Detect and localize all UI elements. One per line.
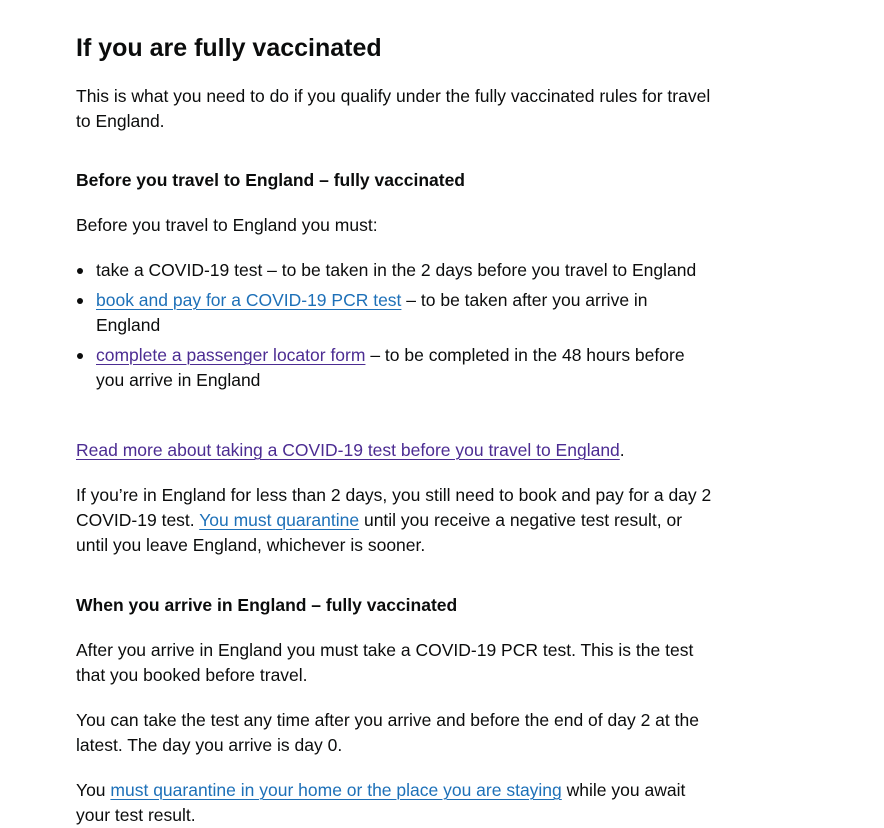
intro-paragraph: This is what you need to do if you qualify under the fully vaccinated rules for travel to England. <box>76 86 711 131</box>
short-stay-paragraph <box>76 483 716 558</box>
passenger-locator-form-link[interactable]: complete a passenger locator form <box>96 345 366 365</box>
must-quarantine-link[interactable]: You must quarantine <box>199 510 360 530</box>
read-more-suffix: . <box>619 440 625 460</box>
arrive-paragraph-1: After you arrive in England you must take a COVID-19 PCR test. This is the test that you booked before travel. <box>76 640 694 685</box>
arrive-p3-post: while you await your test result. <box>76 780 686 825</box>
list-item <box>76 288 716 338</box>
arrive-p3-pre: You <box>76 780 111 800</box>
before-travel-list <box>76 258 716 393</box>
list-item-text: take a COVID-19 test – to be taken in the 2 days before you travel to England <box>96 260 697 280</box>
before-travel-lead: Before you travel to England you must: <box>76 215 378 235</box>
quarantine-home-link[interactable]: must quarantine in your home or the place you are staying <box>110 780 562 800</box>
page-heading: If you are fully vaccinated <box>76 34 382 62</box>
arrive-heading: When you arrive in England – fully vaccinated <box>76 595 458 615</box>
arrive-paragraph-3 <box>76 778 716 828</box>
list-item-text: – to be taken after you arrive in England <box>96 290 648 335</box>
read-more-paragraph <box>76 438 716 463</box>
list-item <box>76 343 716 393</box>
list-item <box>76 258 716 283</box>
before-travel-heading: Before you travel to England – fully vaccinated <box>76 170 465 190</box>
list-item-text: – to be completed in the 48 hours before you arrive in England <box>96 345 685 390</box>
short-stay-text-post: until you receive a negative test result, or until you leave England, whichever is sooner. <box>76 510 683 555</box>
read-more-test-link[interactable]: Read more about taking a COVID-19 test before you travel to England <box>76 440 620 460</box>
book-pcr-test-link[interactable]: book and pay for a COVID-19 PCR test <box>96 290 402 310</box>
short-stay-text-pre: If you’re in England for less than 2 days, you still need to book and pay for a day 2 COVID-19 test. <box>76 485 712 530</box>
arrive-paragraph-2: You can take the test any time after you arrive and before the end of day 2 at the latest. The day you arrive is day 0. <box>76 710 699 755</box>
